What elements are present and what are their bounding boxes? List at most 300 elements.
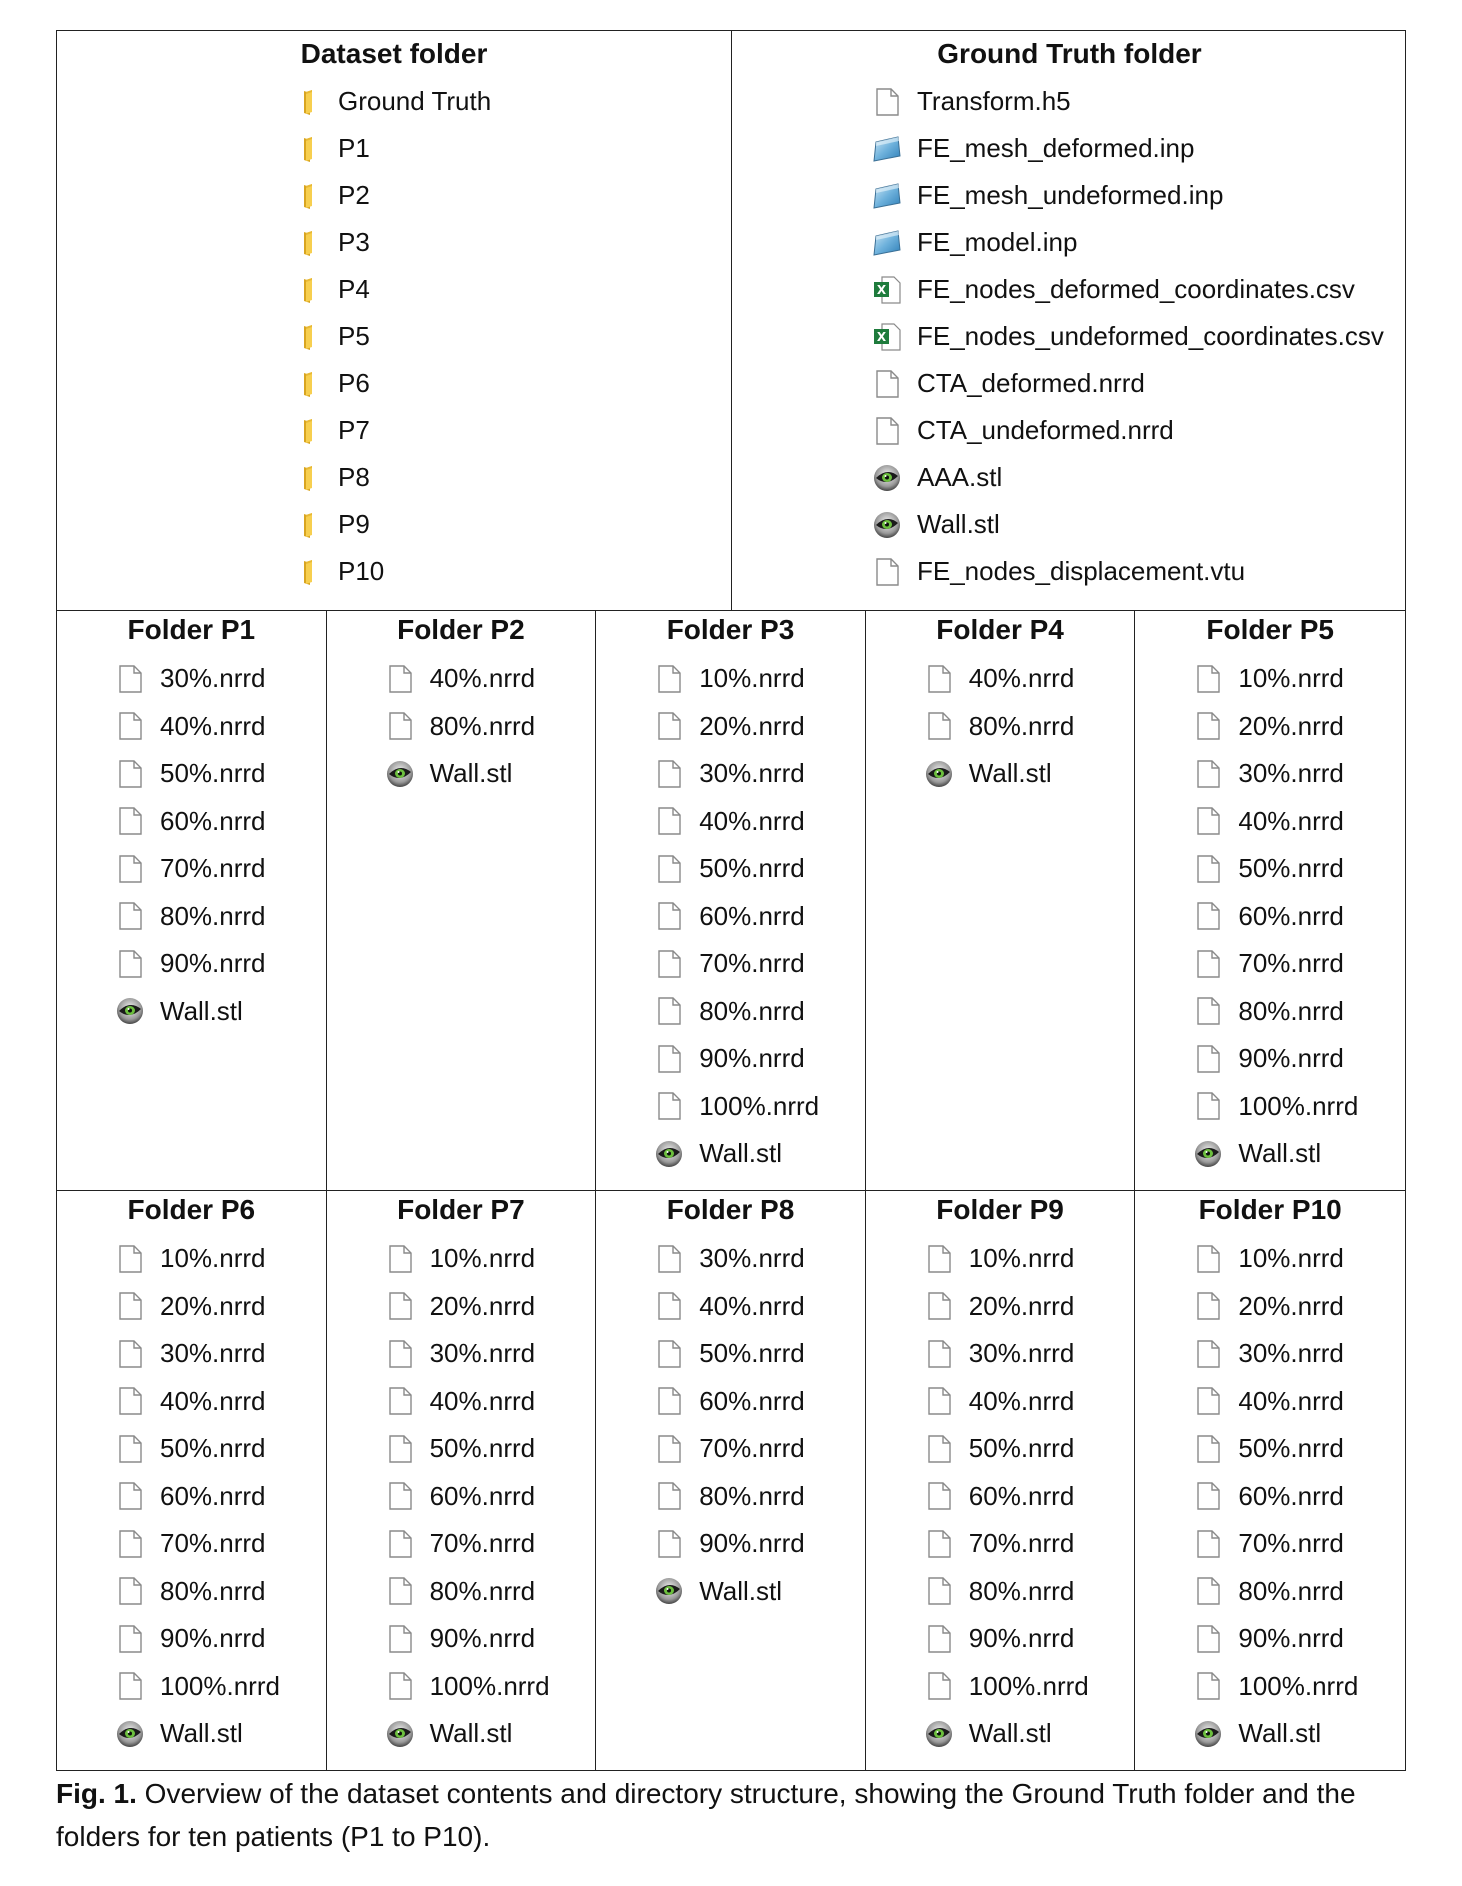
file-name: 90%.nrrd (699, 1043, 805, 1074)
file-name: FE_mesh_undeformed.inp (917, 180, 1224, 210)
file-icon (1193, 806, 1223, 836)
file-name: 90%.nrrd (160, 948, 266, 979)
patient-file (1193, 750, 1358, 798)
file-name: 50%.nrrd (1238, 1433, 1344, 1464)
mesh-file-icon (872, 228, 902, 258)
patient-file (924, 1520, 1089, 1568)
file-icon (1193, 1624, 1223, 1654)
top-block (56, 30, 1406, 611)
file-name: 80%.nrrd (699, 1480, 805, 1511)
file-name: 50%.nrrd (160, 758, 266, 789)
patient-folder-title: Folder P9 (936, 1194, 1064, 1225)
patient-file (1193, 1615, 1358, 1663)
file-name: 50%.nrrd (1238, 853, 1344, 884)
file-name: Wall.stl (699, 1138, 782, 1169)
file-icon (385, 1434, 415, 1464)
file-icon (654, 1044, 684, 1074)
folder-item (293, 313, 491, 360)
ground-truth-file (872, 172, 1384, 219)
patient-file (385, 1615, 550, 1663)
file-icon (115, 1529, 145, 1559)
file-name: FE_nodes_displacement.vtu (917, 556, 1246, 586)
patient-file (115, 1520, 280, 1568)
patient-file (654, 940, 819, 988)
stl-eye-icon (385, 759, 415, 789)
file-icon (654, 1386, 684, 1416)
file-name: 30%.nrrd (160, 663, 266, 694)
file-icon (115, 1434, 145, 1464)
file-icon (385, 1624, 415, 1654)
file-icon (1193, 1291, 1223, 1321)
patient-folder-panel (866, 1191, 1136, 1770)
file-name: 10%.nrrd (1238, 663, 1344, 694)
file-name: 90%.nrrd (1238, 1043, 1344, 1074)
folder-item (293, 266, 491, 313)
file-name: FE_mesh_deformed.inp (917, 133, 1195, 163)
patient-file (385, 1425, 550, 1473)
file-icon (924, 1576, 954, 1606)
patient-file (385, 1330, 550, 1378)
file-name: 100%.nrrd (429, 1670, 550, 1701)
patient-file (385, 1710, 550, 1758)
patient-folder-panel (596, 1191, 866, 1770)
patient-file (115, 988, 266, 1036)
file-icon (1193, 1529, 1223, 1559)
patient-folder-title: Folder P10 (1198, 1194, 1342, 1225)
patient-file (385, 1283, 550, 1331)
ground-truth-file (872, 360, 1384, 407)
file-icon (385, 664, 415, 694)
stl-eye-icon (1193, 1719, 1223, 1749)
patient-file (1193, 703, 1358, 751)
patient-file (1193, 1330, 1358, 1378)
file-icon (654, 949, 684, 979)
ground-truth-file (872, 219, 1384, 266)
patient-file (924, 1615, 1089, 1663)
file-icon (115, 1291, 145, 1321)
file-icon (385, 1576, 415, 1606)
ground-truth-file (872, 313, 1384, 360)
patient-folder-title: Folder P1 (127, 614, 256, 645)
patient-file (654, 798, 819, 846)
patient-file (385, 1378, 550, 1426)
file-name: 70%.nrrd (699, 1433, 805, 1464)
file-name: 100%.nrrd (1238, 1090, 1359, 1121)
stl-eye-icon (872, 463, 902, 493)
file-icon (115, 1386, 145, 1416)
file-icon (654, 1291, 684, 1321)
stl-eye-icon (654, 1576, 684, 1606)
folder-icon (293, 369, 323, 399)
patient-file (924, 655, 1075, 703)
file-name: 40%.nrrd (1238, 805, 1344, 836)
patient-file (924, 703, 1075, 751)
patient-file (924, 1663, 1089, 1711)
file-icon (385, 1529, 415, 1559)
stl-eye-icon (385, 1719, 415, 1749)
folder-icon (293, 463, 323, 493)
file-icon (654, 1481, 684, 1511)
file-name: 30%.nrrd (968, 1338, 1075, 1369)
patient-file (115, 1710, 280, 1758)
file-name: P10 (338, 556, 385, 586)
file-icon (924, 1671, 954, 1701)
patient-folders-row-1 (56, 611, 1406, 1191)
file-icon (385, 1291, 415, 1321)
patient-file (1193, 655, 1358, 703)
patient-file (654, 893, 819, 941)
file-icon (1193, 949, 1223, 979)
file-name: P8 (338, 462, 370, 492)
file-name: 10%.nrrd (968, 1243, 1075, 1274)
file-name: Ground Truth (338, 86, 492, 116)
file-icon (924, 1386, 954, 1416)
file-name: 80%.nrrd (429, 1575, 536, 1606)
excel-file-icon (872, 322, 902, 352)
patient-file (924, 1378, 1089, 1426)
file-icon (1193, 711, 1223, 741)
file-icon (1193, 759, 1223, 789)
file-name: 10%.nrrd (429, 1243, 536, 1274)
file-name: 70%.nrrd (1238, 948, 1344, 979)
file-name: 30%.nrrd (1238, 1338, 1344, 1369)
patient-folder-title: Folder P2 (397, 614, 525, 645)
file-name: 30%.nrrd (160, 1338, 266, 1369)
file-icon (924, 1434, 954, 1464)
patient-file (115, 940, 266, 988)
file-name: 90%.nrrd (160, 1623, 266, 1654)
patient-folder-title: Folder P5 (1206, 614, 1334, 645)
caption-label: Fig. 1. (56, 1778, 137, 1809)
file-name: 30%.nrrd (429, 1338, 536, 1369)
file-name: P4 (338, 274, 370, 304)
stl-eye-icon (115, 1719, 145, 1749)
file-name: 60%.nrrd (1238, 1480, 1344, 1511)
file-name: 10%.nrrd (699, 663, 805, 694)
folder-icon (293, 322, 323, 352)
file-name: Wall.stl (1238, 1718, 1322, 1749)
file-name: 60%.nrrd (1238, 900, 1344, 931)
file-icon (654, 1529, 684, 1559)
svg-text:X: X (876, 329, 887, 344)
file-name: 60%.nrrd (160, 805, 266, 836)
file-name: 40%.nrrd (160, 1385, 266, 1416)
file-icon (385, 1386, 415, 1416)
file-icon (924, 1481, 954, 1511)
patient-file (385, 1663, 550, 1711)
patient-file (654, 1568, 805, 1616)
patient-file (385, 655, 536, 703)
patient-file-list (1193, 1235, 1358, 1758)
patient-folder-panel (866, 611, 1136, 1190)
patient-file (924, 1473, 1089, 1521)
folder-item (293, 172, 491, 219)
patient-file (654, 1235, 805, 1283)
patient-file (1193, 1425, 1358, 1473)
patient-file-list (115, 655, 266, 1035)
file-name: 60%.nrrd (160, 1480, 266, 1511)
patient-file (654, 1130, 819, 1178)
file-icon (1193, 1244, 1223, 1274)
patient-file (1193, 1520, 1358, 1568)
patient-file (654, 1378, 805, 1426)
dataset-folder-panel (57, 31, 732, 610)
file-name: 70%.nrrd (429, 1528, 536, 1559)
folder-icon (293, 416, 323, 446)
file-icon (924, 711, 954, 741)
file-name: 60%.nrrd (699, 1385, 805, 1416)
file-name: 30%.nrrd (1238, 758, 1344, 789)
patient-file (1193, 845, 1358, 893)
mesh-file-icon (872, 134, 902, 164)
file-name: 20%.nrrd (1238, 710, 1344, 741)
patient-folder-title: Folder P4 (936, 614, 1064, 645)
ground-truth-file (872, 454, 1384, 501)
file-icon (1193, 1434, 1223, 1464)
stl-eye-icon (872, 510, 902, 540)
file-name: Wall.stl (917, 509, 1000, 539)
file-icon (385, 1671, 415, 1701)
patient-file (1193, 940, 1358, 988)
file-icon (654, 996, 684, 1026)
file-name: FE_model.inp (917, 227, 1078, 257)
file-name: Wall.stl (429, 758, 513, 789)
patient-file (924, 1425, 1089, 1473)
patient-folder-title: Folder P7 (397, 1194, 525, 1225)
file-name: 40%.nrrd (968, 663, 1075, 694)
file-icon (872, 557, 902, 587)
patient-file-list (1193, 655, 1358, 1178)
file-name: CTA_undeformed.nrrd (917, 415, 1174, 445)
patient-file-list (385, 1235, 550, 1758)
file-icon (115, 1339, 145, 1369)
dataset-folder-title: Dataset folder (300, 38, 488, 69)
file-name: 40%.nrrd (429, 1385, 536, 1416)
folder-icon (293, 557, 323, 587)
file-name: 40%.nrrd (429, 663, 536, 694)
file-name: P2 (338, 180, 370, 210)
folder-item (293, 501, 491, 548)
patient-file (115, 1330, 280, 1378)
folder-icon (293, 510, 323, 540)
patient-file (654, 845, 819, 893)
file-name: 30%.nrrd (699, 1243, 805, 1274)
file-name: 40%.nrrd (160, 710, 266, 741)
patient-file (115, 750, 266, 798)
svg-text:X: X (876, 282, 887, 297)
file-name: Wall.stl (160, 995, 243, 1026)
file-icon (1193, 854, 1223, 884)
patient-file (1193, 1473, 1358, 1521)
file-icon (1193, 664, 1223, 694)
file-icon (115, 901, 145, 931)
file-icon (1193, 1044, 1223, 1074)
file-name: Wall.stl (699, 1575, 782, 1606)
patient-file (654, 1330, 805, 1378)
file-name: 40%.nrrd (699, 805, 805, 836)
patient-file (115, 1473, 280, 1521)
patient-file (115, 1425, 280, 1473)
file-name: 100%.nrrd (968, 1670, 1089, 1701)
file-icon (1193, 1386, 1223, 1416)
ground-truth-file (872, 78, 1384, 125)
file-icon (115, 1671, 145, 1701)
patient-file (1193, 1710, 1358, 1758)
patient-file (1193, 1235, 1358, 1283)
mesh-file-icon (872, 181, 902, 211)
figure (56, 30, 1406, 1771)
patient-file (1193, 1663, 1358, 1711)
file-icon (924, 1291, 954, 1321)
file-icon (872, 416, 902, 446)
file-name: 70%.nrrd (160, 1528, 266, 1559)
file-name: 20%.nrrd (160, 1290, 266, 1321)
patient-file (654, 703, 819, 751)
folder-item (293, 78, 491, 125)
patient-file (1193, 1130, 1358, 1178)
patient-file (1193, 1378, 1358, 1426)
patient-file (1193, 1083, 1358, 1131)
file-name: 50%.nrrd (699, 1338, 805, 1369)
folder-item (293, 219, 491, 266)
file-name: Transform.h5 (917, 86, 1071, 116)
file-name: 50%.nrrd (160, 1433, 266, 1464)
file-icon (924, 1624, 954, 1654)
file-icon (115, 1481, 145, 1511)
patient-file-list (385, 655, 536, 798)
patient-folder-panel (596, 611, 866, 1190)
ground-truth-file (872, 407, 1384, 454)
file-name: 20%.nrrd (968, 1290, 1075, 1321)
file-name: 20%.nrrd (1238, 1290, 1344, 1321)
patient-file (1193, 1283, 1358, 1331)
file-icon (1193, 901, 1223, 931)
file-name: 70%.nrrd (160, 853, 266, 884)
stl-eye-icon (115, 996, 145, 1026)
file-name: 10%.nrrd (160, 1243, 266, 1274)
file-icon (872, 369, 902, 399)
file-name: 80%.nrrd (429, 710, 536, 741)
file-icon (115, 806, 145, 836)
stl-eye-icon (654, 1139, 684, 1169)
patient-folder-title: Folder P8 (666, 1194, 795, 1225)
file-name: 80%.nrrd (968, 710, 1075, 741)
patient-file-list (924, 1235, 1089, 1758)
file-name: 70%.nrrd (699, 948, 805, 979)
patient-file-list (654, 655, 819, 1178)
stl-eye-icon (1193, 1139, 1223, 1169)
patient-file (385, 750, 536, 798)
file-name: 80%.nrrd (1238, 1575, 1344, 1606)
patient-file (115, 893, 266, 941)
patient-folders-row-2 (56, 1191, 1406, 1771)
figure-caption (56, 1772, 1416, 1858)
patient-file (654, 1083, 819, 1131)
patient-file (385, 1235, 550, 1283)
ground-truth-folder-panel (732, 31, 1407, 610)
file-name: Wall.stl (968, 1718, 1052, 1749)
patient-file (924, 1710, 1089, 1758)
patient-file (654, 1035, 819, 1083)
file-icon (1193, 1091, 1223, 1121)
file-name: 60%.nrrd (968, 1480, 1075, 1511)
patient-folder-panel (1135, 611, 1405, 1190)
patient-file (1193, 798, 1358, 846)
file-name: 80%.nrrd (160, 1575, 266, 1606)
file-icon (654, 901, 684, 931)
dataset-folder-list (293, 78, 491, 595)
folder-icon (293, 87, 323, 117)
file-name: P9 (338, 509, 370, 539)
ground-truth-file (872, 501, 1384, 548)
file-name: P7 (338, 415, 370, 445)
patient-file-list (924, 655, 1075, 798)
file-name: 90%.nrrd (1238, 1623, 1344, 1654)
folder-icon (293, 134, 323, 164)
file-name: 70%.nrrd (1238, 1528, 1344, 1559)
file-icon (654, 806, 684, 836)
file-icon (115, 1624, 145, 1654)
patient-file (115, 1283, 280, 1331)
patient-file (385, 703, 536, 751)
patient-folder-panel (1135, 1191, 1405, 1770)
file-icon (872, 87, 902, 117)
file-icon (385, 1244, 415, 1274)
file-name: 100%.nrrd (699, 1090, 820, 1121)
file-name: 60%.nrrd (699, 900, 805, 931)
ground-truth-file (872, 266, 1384, 313)
file-name: P5 (338, 321, 370, 351)
file-name: 40%.nrrd (1238, 1385, 1344, 1416)
file-name: 10%.nrrd (1238, 1243, 1344, 1274)
patient-file (924, 750, 1075, 798)
patient-file (115, 1235, 280, 1283)
patient-file (654, 1425, 805, 1473)
folder-item (293, 454, 491, 501)
ground-truth-folder-title: Ground Truth folder (937, 38, 1202, 69)
file-icon (115, 711, 145, 741)
stl-eye-icon (924, 759, 954, 789)
file-icon (115, 1576, 145, 1606)
file-name: FE_nodes_deformed_coordinates.csv (917, 274, 1355, 304)
patient-file (1193, 1568, 1358, 1616)
file-name: 80%.nrrd (699, 995, 805, 1026)
file-name: 80%.nrrd (968, 1575, 1075, 1606)
patient-file (654, 1283, 805, 1331)
file-icon (385, 1339, 415, 1369)
file-name: 80%.nrrd (160, 900, 266, 931)
file-name: 80%.nrrd (1238, 995, 1344, 1026)
file-name: Wall.stl (429, 1718, 513, 1749)
patient-file (115, 1568, 280, 1616)
folder-icon (293, 228, 323, 258)
ground-truth-file (872, 548, 1384, 595)
file-icon (654, 711, 684, 741)
patient-file (385, 1520, 550, 1568)
file-name: 100%.nrrd (1238, 1670, 1359, 1701)
file-icon (385, 711, 415, 741)
file-icon (115, 759, 145, 789)
folder-item (293, 548, 491, 595)
patient-folder-panel (57, 611, 327, 1190)
folder-item (293, 407, 491, 454)
file-name: CTA_deformed.nrrd (917, 368, 1145, 398)
patient-file-list (654, 1235, 805, 1615)
excel-file-icon (872, 275, 902, 305)
patient-file (924, 1568, 1089, 1616)
patient-file (385, 1568, 550, 1616)
folder-icon (293, 275, 323, 305)
